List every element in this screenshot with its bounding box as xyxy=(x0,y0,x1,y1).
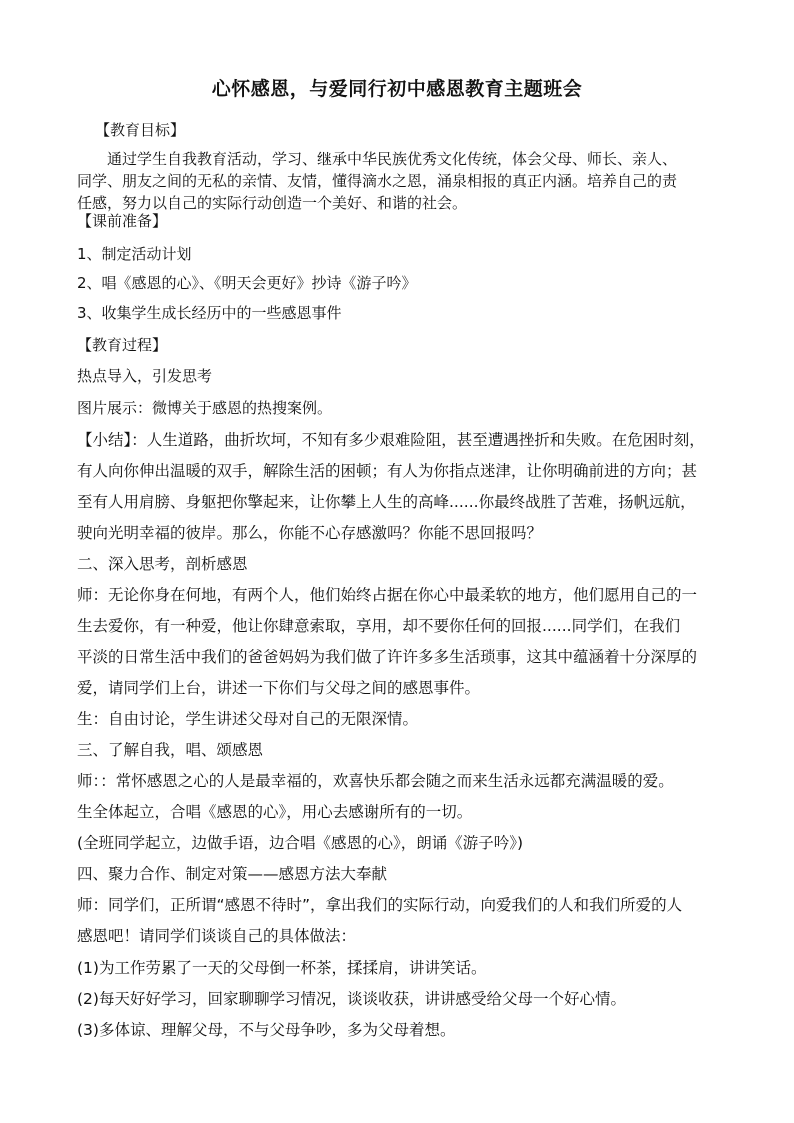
process-line: 生去爱你，有一种爱，他让你肆意索取，享用，却不要你任何的回报......同学们，在我们 xyxy=(77,617,681,635)
goal-heading: 【教育目标】 xyxy=(95,121,186,139)
document-title: 心怀感恩，与爱同行初中感恩教育主题班会 xyxy=(211,78,583,100)
section-three-heading: 三、了解自我，唱、颂感恩 xyxy=(77,741,264,759)
process-line: 师：：常怀感恩之心的人是最幸福的，欢喜快乐都会随之而来生活永远都充满温暖的爱。 xyxy=(77,772,674,790)
process-line: 感恩吧！请同学们谈谈自己的具体做法： xyxy=(77,927,357,945)
process-heading: 【教育过程】 xyxy=(77,336,168,354)
summary-line: 有人向你伸出温暖的双手，解除生活的困顿；有人为你指点迷津，让你明确前进的方向；甚 xyxy=(77,462,698,480)
method-item: (3)多体谅、理解父母，不与父母争吵，多为父母着想。 xyxy=(77,1021,456,1039)
process-line: 图片展示：微博关于感恩的热搜案例。 xyxy=(77,399,333,417)
method-item: (2)每天好好学习，回家聊聊学习情况，谈谈收获，讲讲感受给父母一个好心情。 xyxy=(77,990,626,1008)
process-line: 师：无论你身在何地，有两个人，他们始终占据在你心中最柔软的地方，他们愿用自己的一 xyxy=(77,586,698,604)
prep-item: 3、收集学生成长经历中的一些感恩事件 xyxy=(77,304,342,322)
process-line: (全班同学起立，边做手语，边合唱《感恩的心》，朗诵《游子吟》) xyxy=(77,834,524,852)
process-line: 热点导入，引发思考 xyxy=(77,367,213,385)
process-line: 生：自由讨论，学生讲述父母对自己的无限深情。 xyxy=(77,710,419,728)
summary-line: 【小结】：人生道路，曲折坎坷，不知有多少艰难险阻，甚至遭遇挫折和失败。在危困时刻， xyxy=(77,431,705,449)
process-line: 爱，请同学们上台，讲述一下你们与父母之间的感恩事件。 xyxy=(77,679,481,697)
method-item: (1)为工作劳累了一天的父母倒一杯茶，揉揉肩，讲讲笑话。 xyxy=(77,959,487,977)
goal-line: 同学、朋友之间的无私的亲情、友情，懂得滴水之恩，涌泉相报的真正内涵。培养自己的责 xyxy=(77,172,678,190)
summary-line: 至有人用肩膀、身躯把你擎起来，让你攀上人生的高峰......你最终战胜了苦难，扬帆远航， xyxy=(77,493,696,511)
prep-item: 2、唱《感恩的心》、《明天会更好》抄诗《游子吟》 xyxy=(77,274,417,292)
goal-line: 通过学生自我教育活动，学习、继承中华民族优秀文化传统，体会父母、师长、亲人、 xyxy=(77,150,678,168)
prep-heading: 【课前准备】 xyxy=(77,212,168,230)
section-four-heading: 四、聚力合作、制定对策——感恩方法大奉献 xyxy=(77,865,388,883)
summary-line: 驶向光明幸福的彼岸。那么，你能不心存感激吗？你能不思回报吗？ xyxy=(77,524,543,542)
goal-paragraph xyxy=(77,148,717,214)
process-line: 师：同学们，正所谓“感恩不待时”，拿出我们的实际行动，向爱我们的人和我们所爱的人 xyxy=(77,896,683,914)
process-line: 平淡的日常生活中我们的爸爸妈妈为我们做了许许多多生活琐事，这其中蕴涵着十分深厚的 xyxy=(77,648,698,666)
process-line: 生全体起立，合唱《感恩的心》，用心去感谢所有的一切。 xyxy=(77,803,473,821)
goal-line: 任感，努力以自己的实际行动创造一个美好、和谐的社会。 xyxy=(77,194,468,212)
prep-item: 1、制定活动计划 xyxy=(77,245,192,263)
section-two-heading: 二、深入思考，剖析感恩 xyxy=(77,555,248,573)
